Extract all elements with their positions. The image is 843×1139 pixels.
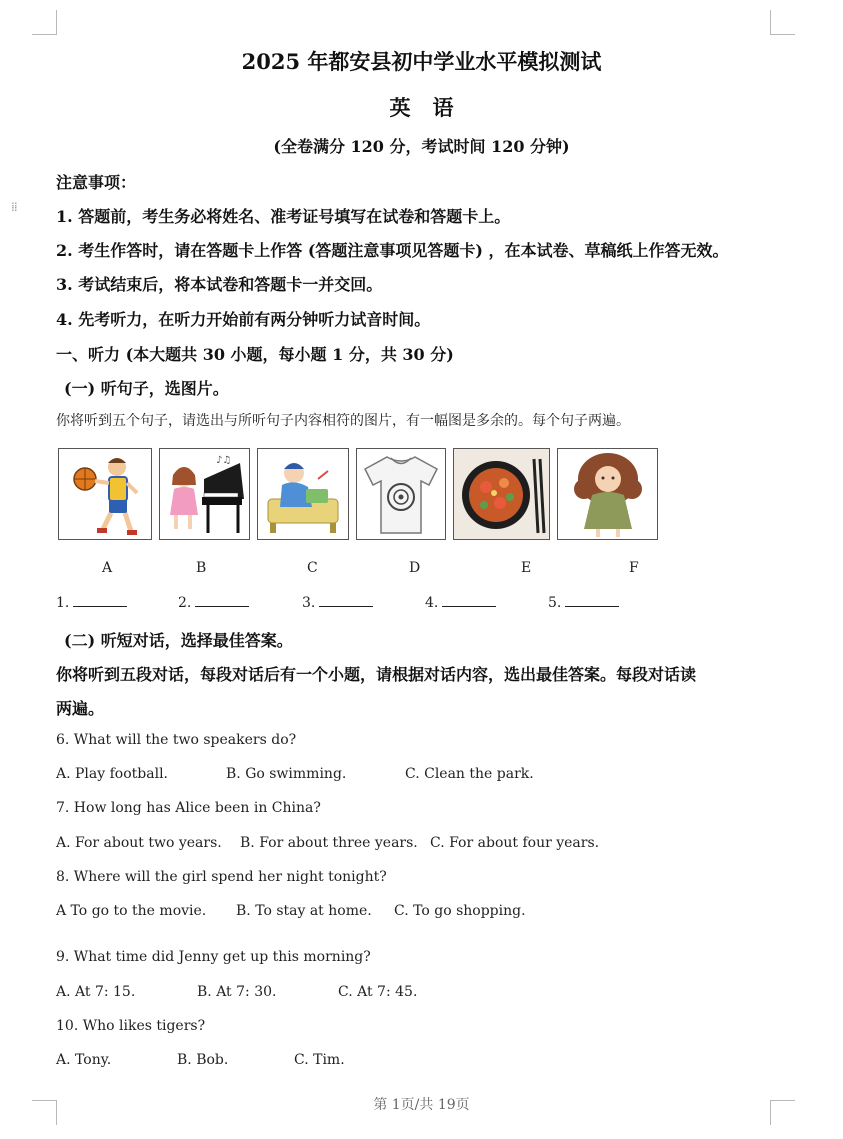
option-10c: C. Tim. <box>294 1052 345 1068</box>
picture-letter-e: E <box>521 560 532 576</box>
food-bowl-icon <box>453 448 550 540</box>
notes-heading: 注意事项： <box>56 173 137 192</box>
section-heading: 一、听力 (本大题共 30 小题，每小题 1 分，共 30 分) <box>56 345 454 364</box>
blank-line <box>73 594 127 607</box>
option-9a: A. At 7: 15. <box>56 984 136 1000</box>
blank-number: 3. <box>302 595 316 611</box>
option-8c: C. To go shopping. <box>394 903 526 919</box>
part2-instruction-line-2: 两遍。 <box>56 699 105 718</box>
note-item-2: 2. 考生作答时，请在答题卡上作答 (答题注意事项见答题卡) ，在本试卷、草稿纸上作答无效。 <box>56 241 729 260</box>
option-8b: B. To stay at home. <box>236 903 372 919</box>
option-6c: C. Clean the park. <box>405 766 534 782</box>
blank-number: 4. <box>425 595 439 611</box>
picture-letter-d: D <box>409 560 421 576</box>
svg-text:♪♫: ♪♫ <box>216 455 232 466</box>
blank-number: 5. <box>548 595 562 611</box>
option-9c: C. At 7: 45. <box>338 984 418 1000</box>
drag-handle-icon[interactable]: ⁞⁞ <box>11 200 17 214</box>
part1-heading: (一) 听句子，选图片。 <box>64 379 229 398</box>
blank-line <box>442 594 496 607</box>
answer-blank-1[interactable] <box>56 594 127 611</box>
part1-instruction: 你将听到五个句子，请选出与所听句子内容相符的图片，有一幅图是多余的。每个句子两遍。 <box>56 413 630 429</box>
option-10b: B. Bob. <box>177 1052 229 1068</box>
question-9: 9. What time did Jenny get up this morning? <box>56 949 371 965</box>
option-7a: A. For about two years. <box>56 835 222 851</box>
part2-heading: (二) 听短对话，选择最佳答案。 <box>64 631 293 650</box>
option-10a: A. Tony. <box>56 1052 112 1068</box>
exam-info: (全卷满分 120 分，考试时间 120 分钟) <box>273 137 570 156</box>
subject-title: 英语 <box>389 95 476 120</box>
note-item-4: 4. 先考听力，在听力开始前有两分钟听力试音时间。 <box>56 310 431 329</box>
picture-letter-f: F <box>629 560 639 576</box>
curly-hair-girl-icon <box>557 448 658 540</box>
blank-number: 1. <box>56 595 70 611</box>
option-6b: B. Go swimming. <box>226 766 347 782</box>
note-item-1: 1. 答题前，考生务必将姓名、准考证号填写在试卷和答题卡上。 <box>56 207 511 226</box>
option-8a: A To go to the movie. <box>56 903 207 919</box>
question-8: 8. Where will the girl spend her night tonight? <box>56 869 387 885</box>
question-7: 7. How long has Alice been in China? <box>56 800 321 816</box>
blank-line <box>195 594 249 607</box>
answer-blank-4[interactable] <box>425 594 496 611</box>
option-6a: A. Play football. <box>56 766 168 782</box>
option-9b: B. At 7: 30. <box>197 984 277 1000</box>
girl-piano-icon <box>159 448 250 540</box>
answer-blank-5[interactable] <box>548 594 619 611</box>
option-7b: B. For about three years. <box>240 835 418 851</box>
answer-blank-3[interactable] <box>302 594 373 611</box>
basketball-player-icon <box>58 448 152 540</box>
picture-letter-c: C <box>307 560 318 576</box>
corner-mark-top-right <box>770 10 795 35</box>
page-number: 第 1页/共 19页 <box>373 1097 470 1113</box>
part2-instruction-line-1: 你将听到五段对话，每段对话后有一个小题，请根据对话内容，选出最佳答案。每段对话读 <box>56 665 697 684</box>
blank-line <box>319 594 373 607</box>
question-6: 6. What will the two speakers do? <box>56 732 297 748</box>
corner-mark-top-left <box>32 10 57 35</box>
option-7c: C. For about four years. <box>430 835 600 851</box>
answer-blank-2[interactable] <box>178 594 249 611</box>
picture-letter-a: A <box>102 560 113 576</box>
blank-line <box>565 594 619 607</box>
exam-title: 2025 年都安县初中学业水平模拟测试 <box>241 49 602 74</box>
question-10: 10. Who likes tigers? <box>56 1018 206 1034</box>
note-item-3: 3. 考试结束后，将本试卷和答题卡一并交回。 <box>56 275 383 294</box>
blank-number: 2. <box>178 595 192 611</box>
boy-sick-in-bed-icon <box>257 448 349 540</box>
t-shirt-icon <box>356 448 446 540</box>
picture-letter-b: B <box>196 560 207 576</box>
